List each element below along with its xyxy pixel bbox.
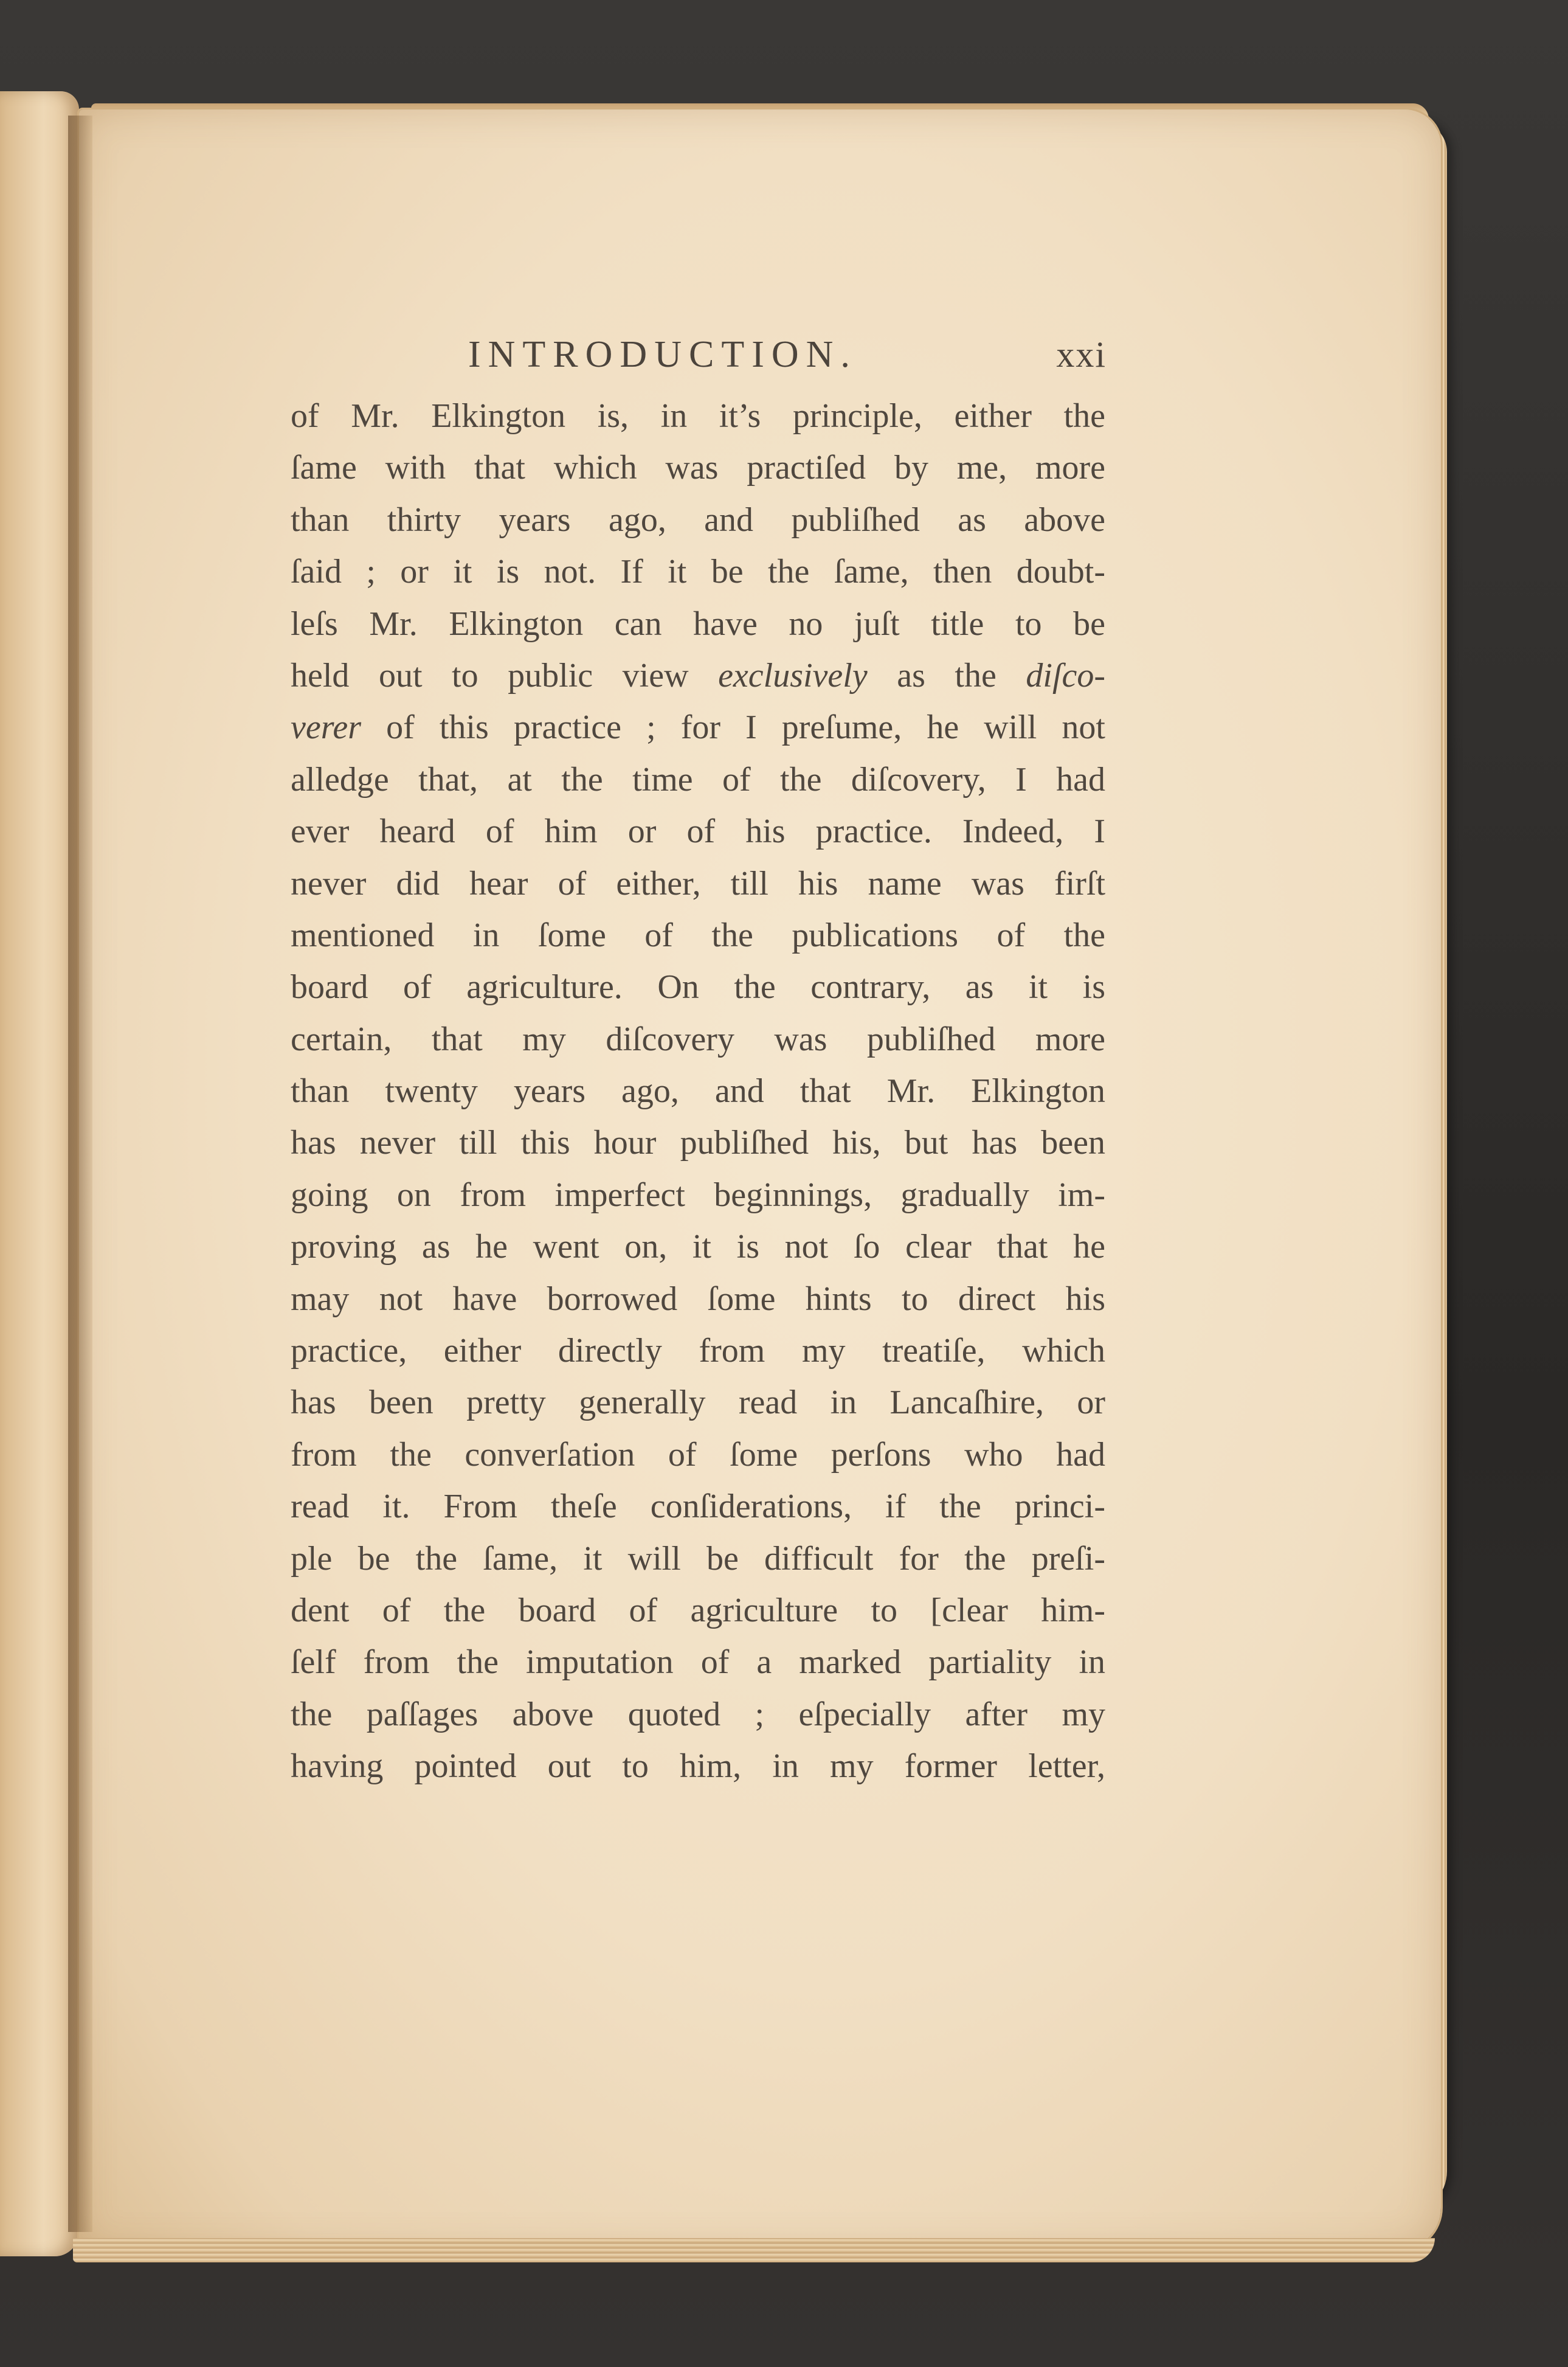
text-line (291, 390, 1105, 442)
running-head (292, 327, 1107, 388)
text-run: than thirty years ago, and publiſhed as above (291, 501, 1105, 539)
text-line (291, 1325, 1105, 1377)
italic-text: verer (291, 709, 362, 747)
text-line (291, 1170, 1105, 1221)
text-run: of this practice ; for I preſume, he will not (361, 709, 1105, 747)
text-line (291, 650, 1105, 702)
text-run: ever heard of him or of his practice. Indeed, I (291, 813, 1105, 851)
text-run: has been pretty generally read in Lancaſhire, or (291, 1384, 1105, 1422)
text-run: the paſſages above quoted ; eſpecially after my (291, 1695, 1105, 1733)
text-line (291, 1221, 1105, 1273)
text-line (291, 1585, 1105, 1637)
text-line (291, 754, 1105, 806)
italic-text: exclusively (718, 656, 868, 695)
text-line (291, 962, 1105, 1013)
text-line (291, 546, 1105, 598)
text-run: dent of the board of agriculture to [clear him- (291, 1591, 1105, 1629)
text-line (291, 1741, 1105, 1792)
text-line (291, 442, 1105, 494)
text-run: alledge that, at the time of the diſcovery, I had (291, 760, 1105, 799)
page-number: xxi (1056, 334, 1107, 375)
running-head-title: INTRODUCTION. (468, 334, 857, 375)
text-run: ſelf from the imputation of a marked partiality in (291, 1643, 1105, 1682)
text-run: ſaid ; or it is not. If it be the ſame, then doubt- (291, 553, 1105, 591)
text-line (291, 910, 1105, 962)
text-run: as the (867, 656, 1026, 695)
page-bottom-edge (73, 2238, 1435, 2262)
text-run: ſame with that which was practiſed by me, more (291, 449, 1105, 487)
text-run: may not have borrowed ſome hints to direct his (291, 1280, 1105, 1318)
text-line (291, 598, 1105, 650)
text-line (291, 1014, 1105, 1066)
text-run: leſs Mr. Elkington can have no juſt title to be (291, 605, 1105, 643)
body-text (291, 390, 1105, 1793)
text-line (291, 1689, 1105, 1741)
text-line (291, 702, 1105, 754)
facing-page-edge (0, 91, 79, 2256)
text-run: held out to public view (291, 656, 719, 695)
text-line (291, 858, 1105, 910)
text-line (291, 1429, 1105, 1481)
text-run: from the converſation of ſome perſons who had (291, 1435, 1105, 1474)
italic-text: diſco- (1026, 656, 1106, 695)
text-run: read it. From theſe conſiderations, if the princi- (291, 1488, 1105, 1526)
text-line (291, 1481, 1105, 1533)
text-run: having pointed out to him, in my former letter, (291, 1747, 1105, 1786)
text-line (291, 1066, 1105, 1117)
text-run: than twenty years ago, and that Mr. Elkington (291, 1072, 1105, 1111)
text-run: has never till this hour publiſhed his, but has been (291, 1124, 1105, 1162)
text-line (291, 1377, 1105, 1429)
text-run: going on from imperfect beginnings, gradually im- (291, 1176, 1105, 1214)
text-run: mentioned in ſome of the publications of the (291, 916, 1105, 954)
text-run: board of agriculture. On the contrary, as it is (291, 968, 1105, 1007)
text-run: proving as he went on, it is not ſo clear that he (291, 1228, 1105, 1266)
text-run: of Mr. Elkington is, in it’s principle, either the (291, 397, 1105, 435)
book-gutter (68, 116, 92, 2232)
text-line (291, 1637, 1105, 1688)
text-line (291, 1533, 1105, 1585)
text-line (291, 1117, 1105, 1169)
text-run: certain, that my diſcovery was publiſhed more (291, 1020, 1105, 1058)
text-run: ple be the ſame, it will be difficult for the preſi- (291, 1539, 1105, 1578)
text-line (291, 494, 1105, 546)
text-line (291, 1274, 1105, 1325)
text-run: practice, either directly from my treatiſe, which (291, 1332, 1105, 1370)
text-run: never did hear of either, till his name was firſt (291, 864, 1105, 903)
text-line (291, 806, 1105, 858)
